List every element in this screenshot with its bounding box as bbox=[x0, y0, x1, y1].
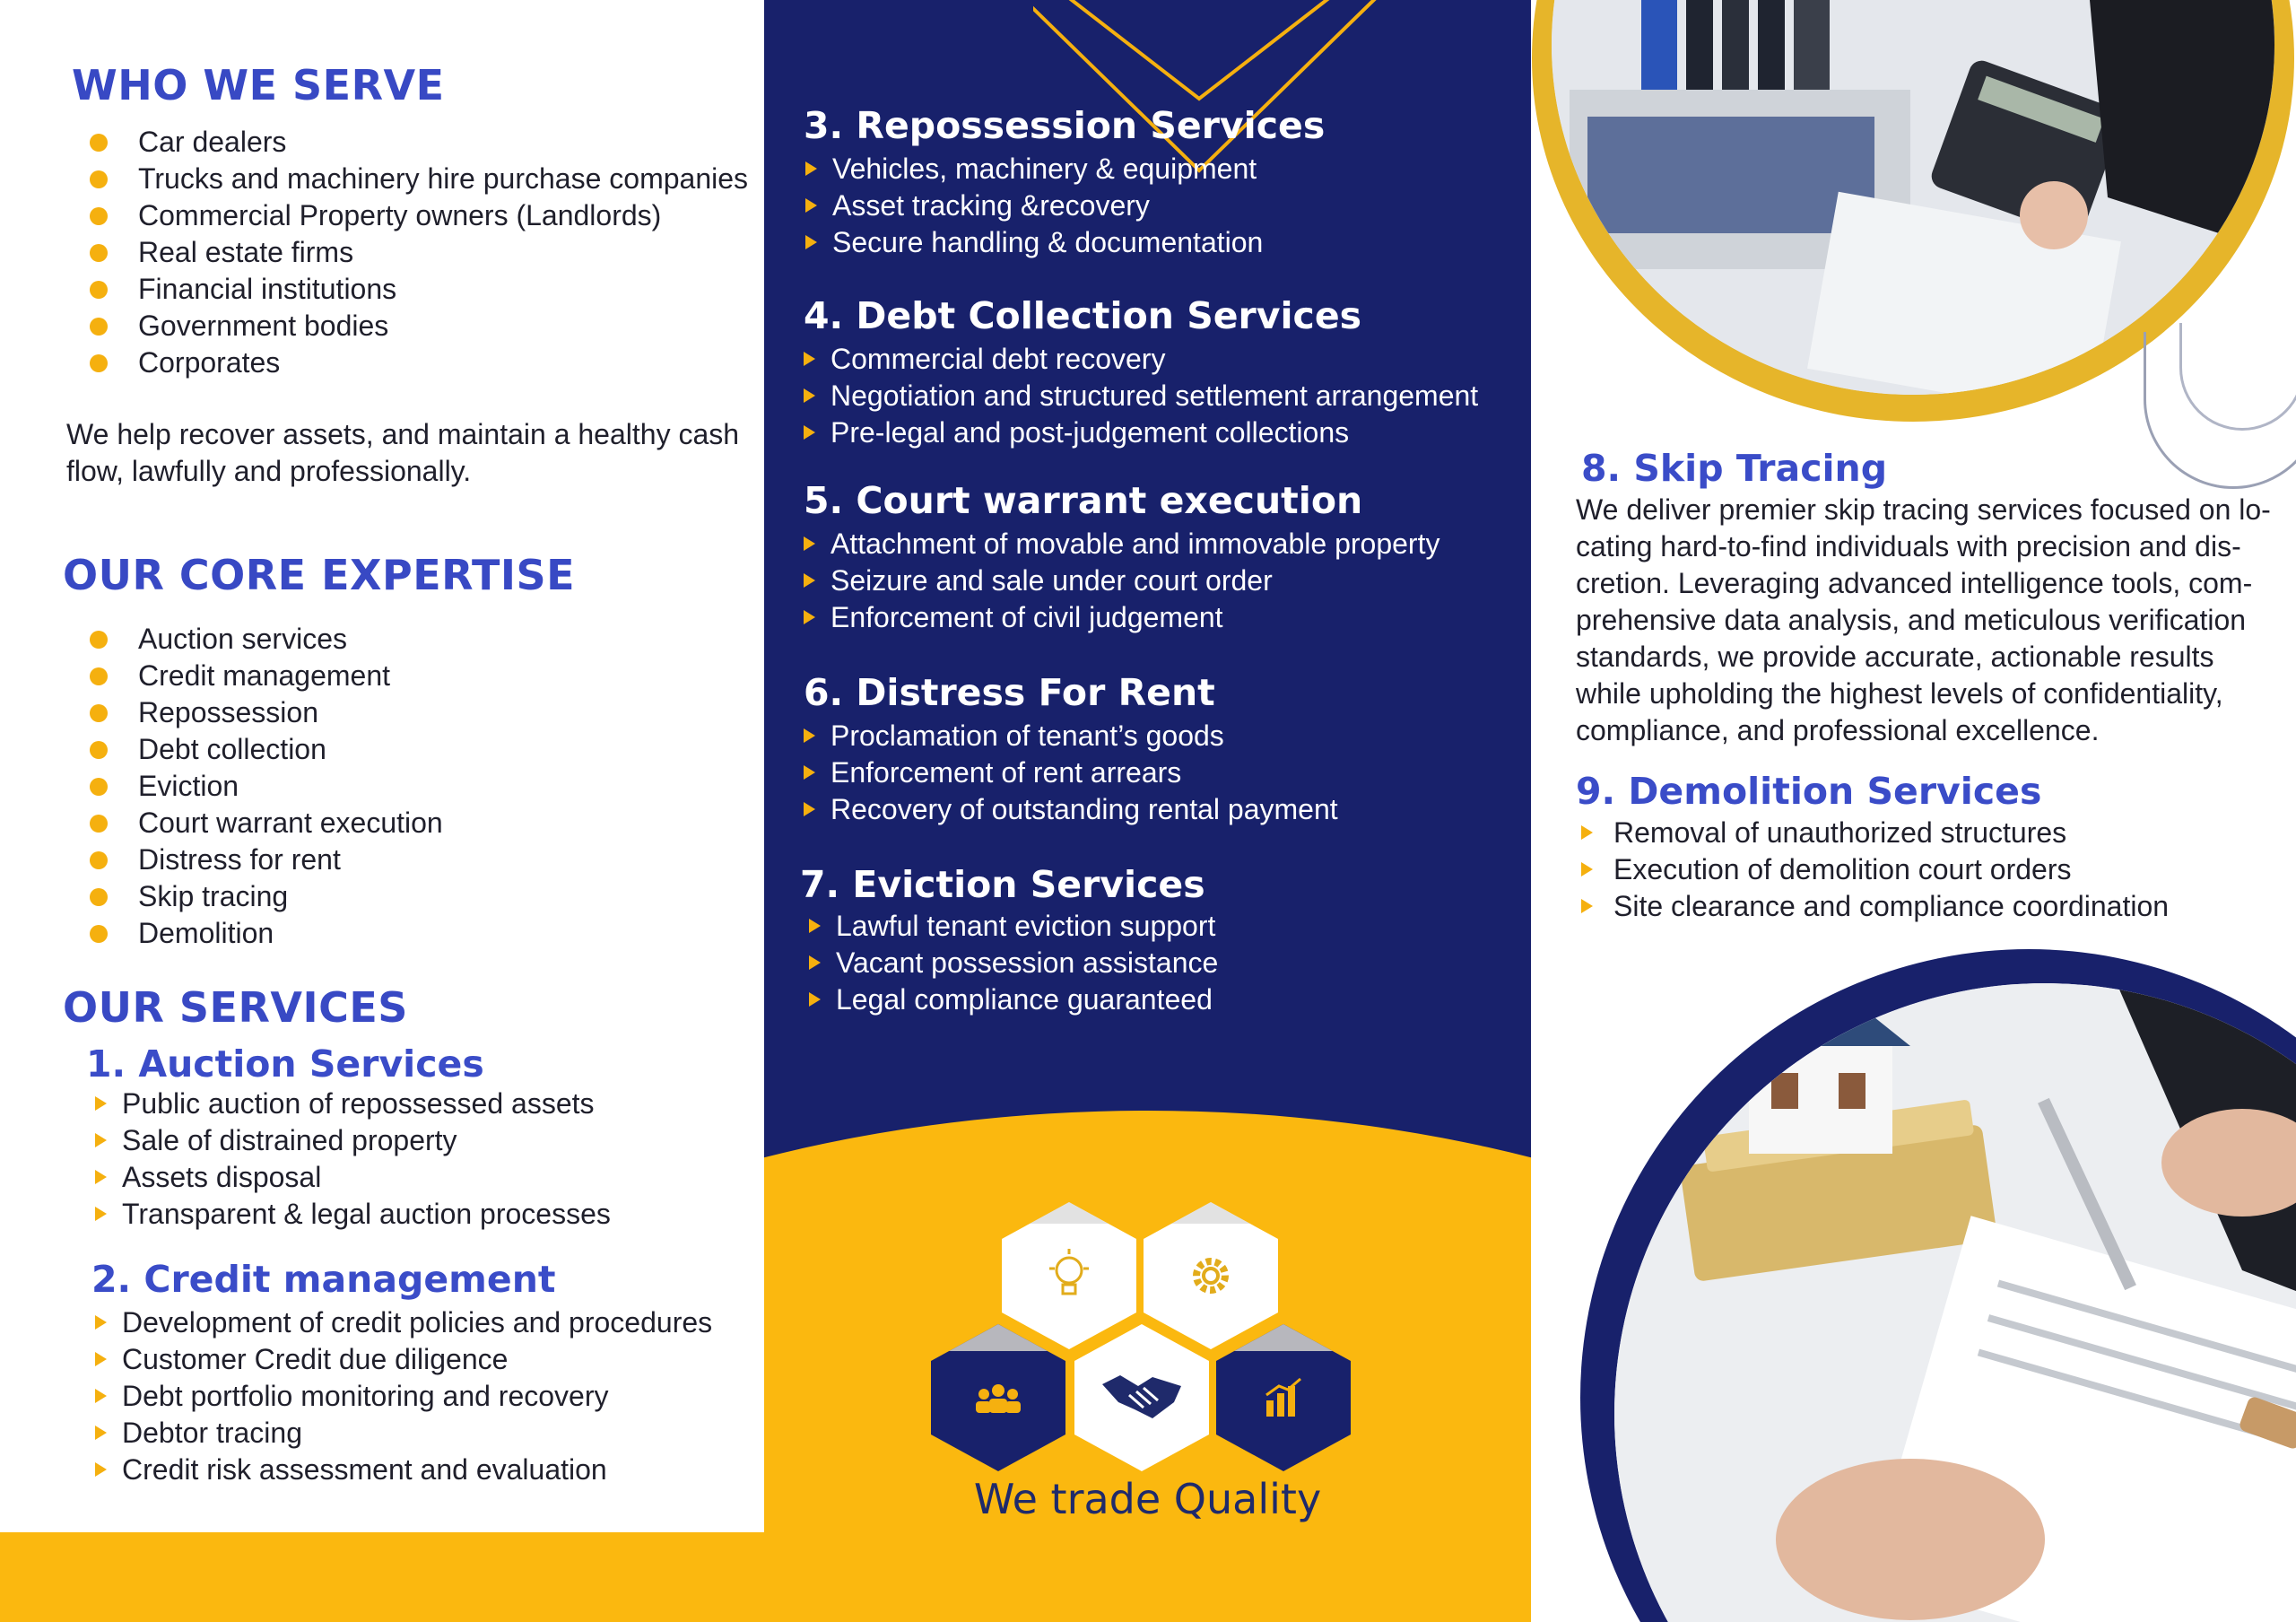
list-item: Legal compliance guaranteed bbox=[809, 981, 1218, 1018]
list-item: Corporates bbox=[90, 344, 748, 381]
list-item: Public auction of repossessed assets bbox=[95, 1086, 611, 1122]
middle-panel bbox=[764, 0, 1531, 1622]
bullet-dot-icon bbox=[90, 851, 108, 869]
list-item: Government bodies bbox=[90, 308, 748, 344]
list-item: Negotiation and structured settlement arrangement bbox=[804, 378, 1478, 414]
list-item: Site clearance and compliance coordination bbox=[1581, 888, 2169, 925]
court-warrant-list bbox=[804, 526, 1439, 636]
list-item: Attachment of movable and immovable property bbox=[804, 526, 1439, 562]
list-item: Auction services bbox=[90, 621, 443, 658]
list-item: Development of credit policies and procedures bbox=[95, 1304, 712, 1341]
bullet-triangle-icon bbox=[95, 1389, 107, 1403]
core-expertise-list bbox=[90, 621, 443, 952]
list-item: Real estate firms bbox=[90, 234, 748, 271]
bullet-triangle-icon bbox=[95, 1315, 107, 1330]
bullet-triangle-icon bbox=[804, 388, 815, 403]
list-item: Asset tracking &recovery bbox=[805, 187, 1263, 224]
bullet-dot-icon bbox=[90, 170, 108, 188]
list-item: Transparent & legal auction processes bbox=[95, 1196, 611, 1233]
bullet-triangle-icon bbox=[1581, 862, 1593, 876]
handshake-icon bbox=[1099, 1366, 1185, 1429]
bullet-triangle-icon bbox=[804, 765, 815, 780]
list-item: Commercial debt recovery bbox=[804, 341, 1478, 378]
list-item: Vacant possession assistance bbox=[809, 945, 1218, 981]
demolition-list bbox=[1581, 815, 2169, 925]
bullet-dot-icon bbox=[90, 888, 108, 906]
people-icon bbox=[971, 1380, 1025, 1416]
credit-management-list bbox=[95, 1304, 712, 1488]
distress-for-rent-heading: 6. Distress For Rent bbox=[804, 671, 1215, 714]
bullet-triangle-icon bbox=[805, 161, 817, 176]
bullet-triangle-icon bbox=[809, 992, 821, 1007]
yellow-band bbox=[0, 1532, 764, 1622]
debt-collection-list bbox=[804, 341, 1478, 451]
list-item: Commercial Property owners (Landlords) bbox=[90, 197, 748, 234]
bullet-dot-icon bbox=[90, 778, 108, 796]
bullet-triangle-icon bbox=[1581, 825, 1593, 840]
bullet-triangle-icon bbox=[804, 352, 815, 366]
bullet-dot-icon bbox=[90, 741, 108, 759]
list-item: Vehicles, machinery & equipment bbox=[805, 151, 1263, 187]
repossession-heading: 3. Repossession Services bbox=[804, 104, 1326, 147]
list-item: Enforcement of civil judgement bbox=[804, 599, 1439, 636]
gear-icon bbox=[1186, 1251, 1236, 1301]
paragraph-line: prehensive data analysis, and meticulous verification bbox=[1576, 604, 2247, 636]
list-item: Eviction bbox=[90, 768, 443, 805]
repossession-list bbox=[805, 151, 1263, 261]
lightbulb-icon bbox=[1044, 1247, 1094, 1304]
list-item: Debt collection bbox=[90, 731, 443, 768]
distress-for-rent-list bbox=[804, 718, 1338, 828]
list-item: Secure handling & documentation bbox=[805, 224, 1263, 261]
bullet-dot-icon bbox=[90, 281, 108, 299]
our-services-heading: OUR SERVICES bbox=[63, 983, 408, 1032]
paragraph-line: compliance, and professional excellence. bbox=[1576, 714, 2100, 746]
left-panel bbox=[0, 0, 764, 1622]
bullet-triangle-icon bbox=[804, 425, 815, 440]
list-item: Trucks and machinery hire purchase companies bbox=[90, 161, 748, 197]
bullet-dot-icon bbox=[90, 244, 108, 262]
bullet-triangle-icon bbox=[804, 728, 815, 743]
bullet-triangle-icon bbox=[95, 1207, 107, 1221]
bullet-triangle-icon bbox=[804, 536, 815, 551]
list-item: Assets disposal bbox=[95, 1159, 611, 1196]
list-item: Repossession bbox=[90, 694, 443, 731]
eviction-heading: 7. Eviction Services bbox=[800, 863, 1205, 906]
bar-chart-icon bbox=[1263, 1377, 1304, 1418]
bullet-triangle-icon bbox=[1581, 899, 1593, 913]
list-item: Recovery of outstanding rental payment bbox=[804, 791, 1338, 828]
list-item: Credit management bbox=[90, 658, 443, 694]
list-item: Debtor tracing bbox=[95, 1415, 712, 1452]
list-item: Financial institutions bbox=[90, 271, 748, 308]
bullet-dot-icon bbox=[90, 815, 108, 833]
court-warrant-heading: 5. Court warrant execution bbox=[804, 479, 1363, 522]
bullet-dot-icon bbox=[90, 631, 108, 649]
bullet-dot-icon bbox=[90, 667, 108, 685]
bullet-triangle-icon bbox=[804, 573, 815, 588]
bullet-dot-icon bbox=[90, 925, 108, 943]
bullet-dot-icon bbox=[90, 207, 108, 225]
bullet-triangle-icon bbox=[804, 802, 815, 816]
paragraph-line: while upholding the highest levels of confidentiality, bbox=[1576, 677, 2223, 710]
paragraph-line: We deliver premier skip tracing services focused on lo- bbox=[1576, 493, 2271, 526]
paragraph-line: cretion. Leveraging advanced intelligence tools, com- bbox=[1576, 567, 2253, 599]
list-item: Demolition bbox=[90, 915, 443, 952]
credit-management-heading: 2. Credit management bbox=[91, 1258, 556, 1301]
bullet-triangle-icon bbox=[95, 1170, 107, 1184]
who-we-serve-list bbox=[90, 124, 748, 381]
list-item: Execution of demolition court orders bbox=[1581, 851, 2169, 888]
eviction-list bbox=[809, 908, 1218, 1018]
bullet-dot-icon bbox=[90, 704, 108, 722]
list-item: Court warrant execution bbox=[90, 805, 443, 842]
paragraph-line: cating hard-to-find individuals with precision and dis- bbox=[1576, 530, 2241, 562]
bullet-triangle-icon bbox=[95, 1352, 107, 1366]
tagline: We trade Quality bbox=[973, 1475, 1322, 1523]
list-item: Skip tracing bbox=[90, 878, 443, 915]
bullet-dot-icon bbox=[90, 318, 108, 336]
list-item: Seizure and sale under court order bbox=[804, 562, 1439, 599]
bullet-triangle-icon bbox=[95, 1133, 107, 1147]
skip-tracing-paragraph bbox=[1576, 492, 2271, 749]
bullet-triangle-icon bbox=[95, 1462, 107, 1477]
list-item: Customer Credit due diligence bbox=[95, 1341, 712, 1378]
list-item: Car dealers bbox=[90, 124, 748, 161]
core-expertise-heading: OUR CORE EXPERTISE bbox=[63, 551, 576, 599]
auction-services-list bbox=[95, 1086, 611, 1233]
list-item: Enforcement of rent arrears bbox=[804, 754, 1338, 791]
who-we-serve-paragraph bbox=[66, 416, 739, 490]
bullet-dot-icon bbox=[90, 354, 108, 372]
bullet-triangle-icon bbox=[805, 198, 817, 213]
bullet-dot-icon bbox=[90, 134, 108, 152]
bullet-triangle-icon bbox=[95, 1096, 107, 1111]
bullet-triangle-icon bbox=[804, 610, 815, 624]
auction-services-heading: 1. Auction Services bbox=[86, 1042, 484, 1086]
bullet-triangle-icon bbox=[809, 955, 821, 970]
paragraph-line: standards, we provide accurate, actionable results bbox=[1576, 641, 2214, 673]
debt-collection-heading: 4. Debt Collection Services bbox=[804, 294, 1362, 337]
list-item: Credit risk assessment and evaluation bbox=[95, 1452, 712, 1488]
list-item: Removal of unauthorized structures bbox=[1581, 815, 2169, 851]
demolition-heading: 9. Demolition Services bbox=[1576, 770, 2042, 813]
list-item: Debt portfolio monitoring and recovery bbox=[95, 1378, 712, 1415]
skip-tracing-heading: 8. Skip Tracing bbox=[1581, 447, 1888, 490]
list-item: Lawful tenant eviction support bbox=[809, 908, 1218, 945]
list-item: Pre-legal and post-judgement collections bbox=[804, 414, 1478, 451]
bullet-triangle-icon bbox=[805, 235, 817, 249]
paragraph-line: We help recover assets, and maintain a healthy cash bbox=[66, 418, 740, 450]
list-item: Sale of distrained property bbox=[95, 1122, 611, 1159]
bullet-triangle-icon bbox=[95, 1426, 107, 1440]
list-item: Proclamation of tenant’s goods bbox=[804, 718, 1338, 754]
bullet-triangle-icon bbox=[809, 919, 821, 933]
who-we-serve-heading: WHO WE SERVE bbox=[72, 61, 445, 109]
list-item: Distress for rent bbox=[90, 842, 443, 878]
paragraph-line: flow, lawfully and professionally. bbox=[66, 455, 472, 487]
